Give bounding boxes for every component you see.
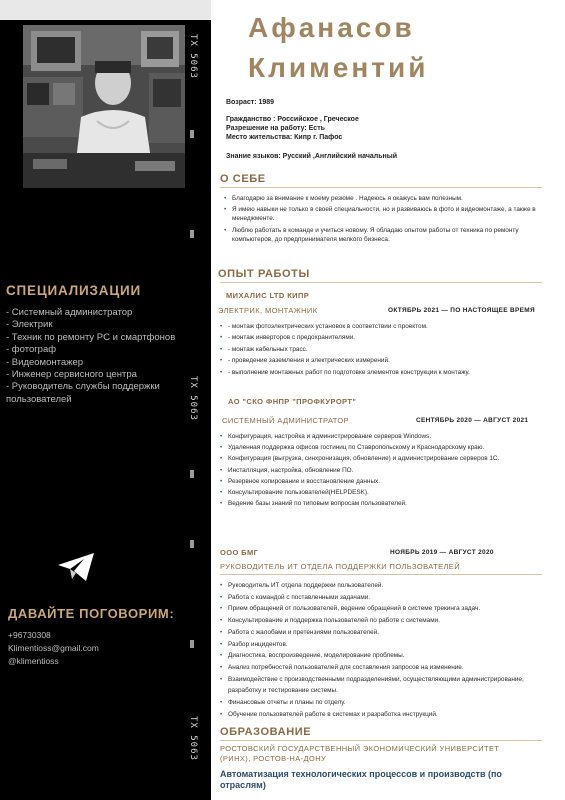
- list-item: - фотограф: [6, 344, 57, 356]
- list-item: • Конфигурация (выгрузка, синхронизация, обновление) и администрирование серверов 1С.: [218, 453, 558, 464]
- divider: [220, 740, 542, 741]
- job-dates: СЕНТЯБРЬ 2020 — АВГУСТ 2021: [416, 417, 529, 424]
- work-permit-field: Разрешение на работу: Есть: [226, 125, 325, 132]
- profile-photo: [23, 25, 185, 188]
- list-item: • Я имею навыки не только в своей специальности, но и развиваюсь в фото и видеомонтаже, а также в менеджменте.: [222, 205, 544, 223]
- age-field: Возраст: 1989: [226, 99, 275, 106]
- list-item: - Техник по ремонту PC и смартфонов: [6, 331, 176, 343]
- list-item: • Финансовые отчеты и планы по отделу.: [218, 697, 558, 709]
- job-role: ЭЛЕКТРИК, МОНТАЖНИК: [218, 306, 318, 315]
- film-code-top: TX 5063: [188, 34, 198, 79]
- name-second-line: Климентий: [248, 52, 429, 83]
- film-tick: [190, 230, 194, 238]
- list-item: • Инсталляция, настройка, обновление ПО.: [218, 465, 558, 476]
- education-specialty: Автоматизация технологических процессов и производств (по отраслям): [220, 769, 502, 790]
- list-item: - Инженер сервисного центра: [6, 369, 137, 381]
- film-tick: [190, 130, 194, 138]
- job-duties: [218, 580, 558, 720]
- list-item: • Прием обращений от пользователей, ведение обращений в системе трекинга задач.: [218, 603, 558, 615]
- specializations-title: СПЕЦИАЛИЗАЦИИ: [6, 283, 141, 298]
- list-item: • - монтаж кабельных трасс.: [218, 344, 548, 355]
- list-item: • Взаимодействие с производственными подразделениями, осуществляющими администрирование, разработку и тестирование системы.: [218, 674, 558, 697]
- list-item: • Работа с жалобами и претензиями пользователей.: [218, 627, 558, 639]
- list-item: - Видеомонтажер: [6, 356, 84, 368]
- name-first-line: Афанасов: [248, 12, 415, 43]
- list-item: - Системный администратор: [6, 307, 133, 318]
- divider: [220, 282, 542, 283]
- job-company: МИХАЛИС LTD КИПР: [226, 291, 310, 300]
- list-item: • Резервное копирование и восстановление данных.: [218, 476, 558, 487]
- phone-number[interactable]: +96730308: [8, 630, 51, 640]
- list-item: • Работа с командой с поставленными задачами.: [218, 592, 558, 604]
- email-link[interactable]: Klimentioss@gmail.com: [8, 643, 99, 653]
- list-item: • Разбор инцидентов.: [218, 639, 558, 651]
- list-item: • Обучение пользователей работе в системах и разработка инструкций.: [218, 709, 558, 721]
- citizenship-field: Гражданство : Российское , Греческое: [226, 116, 359, 123]
- contact-title: ДАВАЙТЕ ПОГОВОРИМ:: [8, 606, 175, 621]
- film-strip-top: [0, 0, 211, 20]
- list-item: • Консультирование пользователей(HELPDESK).: [218, 487, 558, 498]
- education-title: ОБРАЗОВАНИЕ: [220, 726, 312, 738]
- specializations-list: [6, 307, 206, 406]
- divider: [220, 187, 542, 188]
- list-item: • - монтаж фотоэлектрических установок в соответствии с проектом.: [218, 321, 548, 332]
- list-item: • Люблю работать в команде и учиться новому. Я обладаю опытом работы от техника по ремонту компьютеров, до предпринимателя мелкого бизнеса.: [222, 226, 544, 244]
- job-company: АО "СКО ФНПР "ПРОФКУРОРТ": [228, 397, 357, 406]
- education-university: РОСТОВСКИЙ ГОСУДАРСТВЕННЫЙ ЭКОНОМИЧЕСКИЙ УНИВЕРСИТЕТ (РИНХ), РОСТОВ-НА-ДОНУ: [220, 744, 500, 763]
- list-item: • Руководитель ИТ отдела поддержки пользователей.: [218, 580, 558, 592]
- list-item: • Удаленная поддержка офисов гостиниц по Ставропольскому и Краснодарскому краю.: [218, 442, 558, 453]
- list-item: - Руководитель службы поддержки пользователей: [6, 381, 160, 405]
- list-item: • - выполнение монтажных работ по подготовке элементов конструкции к монтажу.: [218, 367, 548, 378]
- job-dates: ОКТЯБРЬ 2021 — ПО НАСТОЯЩЕЕ ВРЕМЯ: [388, 307, 535, 314]
- list-item: • Ведение базы знаний по типовым вопросам пользователей.: [218, 498, 558, 509]
- divider: [220, 574, 542, 575]
- list-item: • Диагностика, воспроизведение, моделирование проблемы.: [218, 650, 558, 662]
- about-list: [222, 194, 544, 244]
- job-role: СИСТЕМНЫЙ АДМИНИСТРАТОР: [222, 416, 350, 425]
- social-handle[interactable]: @klimentioss: [8, 656, 59, 666]
- film-tick: [190, 470, 194, 478]
- experience-title: ОПЫТ РАБОТЫ: [218, 268, 310, 280]
- film-code-middle: TX 5063: [188, 376, 198, 421]
- list-item: • Благодарю за внимание к моему резюме . Надеюсь я окажусь вам полезным.: [222, 194, 544, 203]
- film-tick: [190, 540, 194, 548]
- job-dates: НОЯБРЬ 2019 — АВГУСТ 2020: [390, 549, 494, 556]
- job-duties: [218, 321, 548, 378]
- job-company: ООО БМГ: [220, 548, 259, 557]
- job-role: РУКОВОДИТЕЛЬ ИТ ОТДЕЛА ПОДДЕРЖКИ ПОЛЬЗОВАТЕЛЕЙ: [220, 562, 460, 571]
- job-duties: [218, 431, 558, 509]
- sidebar: [0, 0, 211, 800]
- list-item: • Конфигурация, настройка и администрирование серверов Windows.: [218, 431, 558, 442]
- languages-field: Знание языков: Русский ,Английский начальный: [226, 153, 398, 160]
- list-item: • - монтаж инверторов с предохранителями.: [218, 332, 548, 343]
- telegram-icon: [56, 551, 96, 588]
- film-code-bottom: TX 5063: [188, 716, 198, 761]
- list-item: - Электрик: [6, 319, 53, 331]
- film-tick: [190, 640, 194, 648]
- residence-field: Место жительства: Кипр г. Пафос: [226, 134, 343, 141]
- list-item: • Консультирование и поддержка пользователей по работе с системами.: [218, 615, 558, 627]
- list-item: • Анализ потребностей пользователей для составления запросов на изменение.: [218, 662, 558, 674]
- list-item: • - проведение заземления и электрических измерений.: [218, 355, 548, 366]
- about-title: О СЕБЕ: [220, 173, 266, 185]
